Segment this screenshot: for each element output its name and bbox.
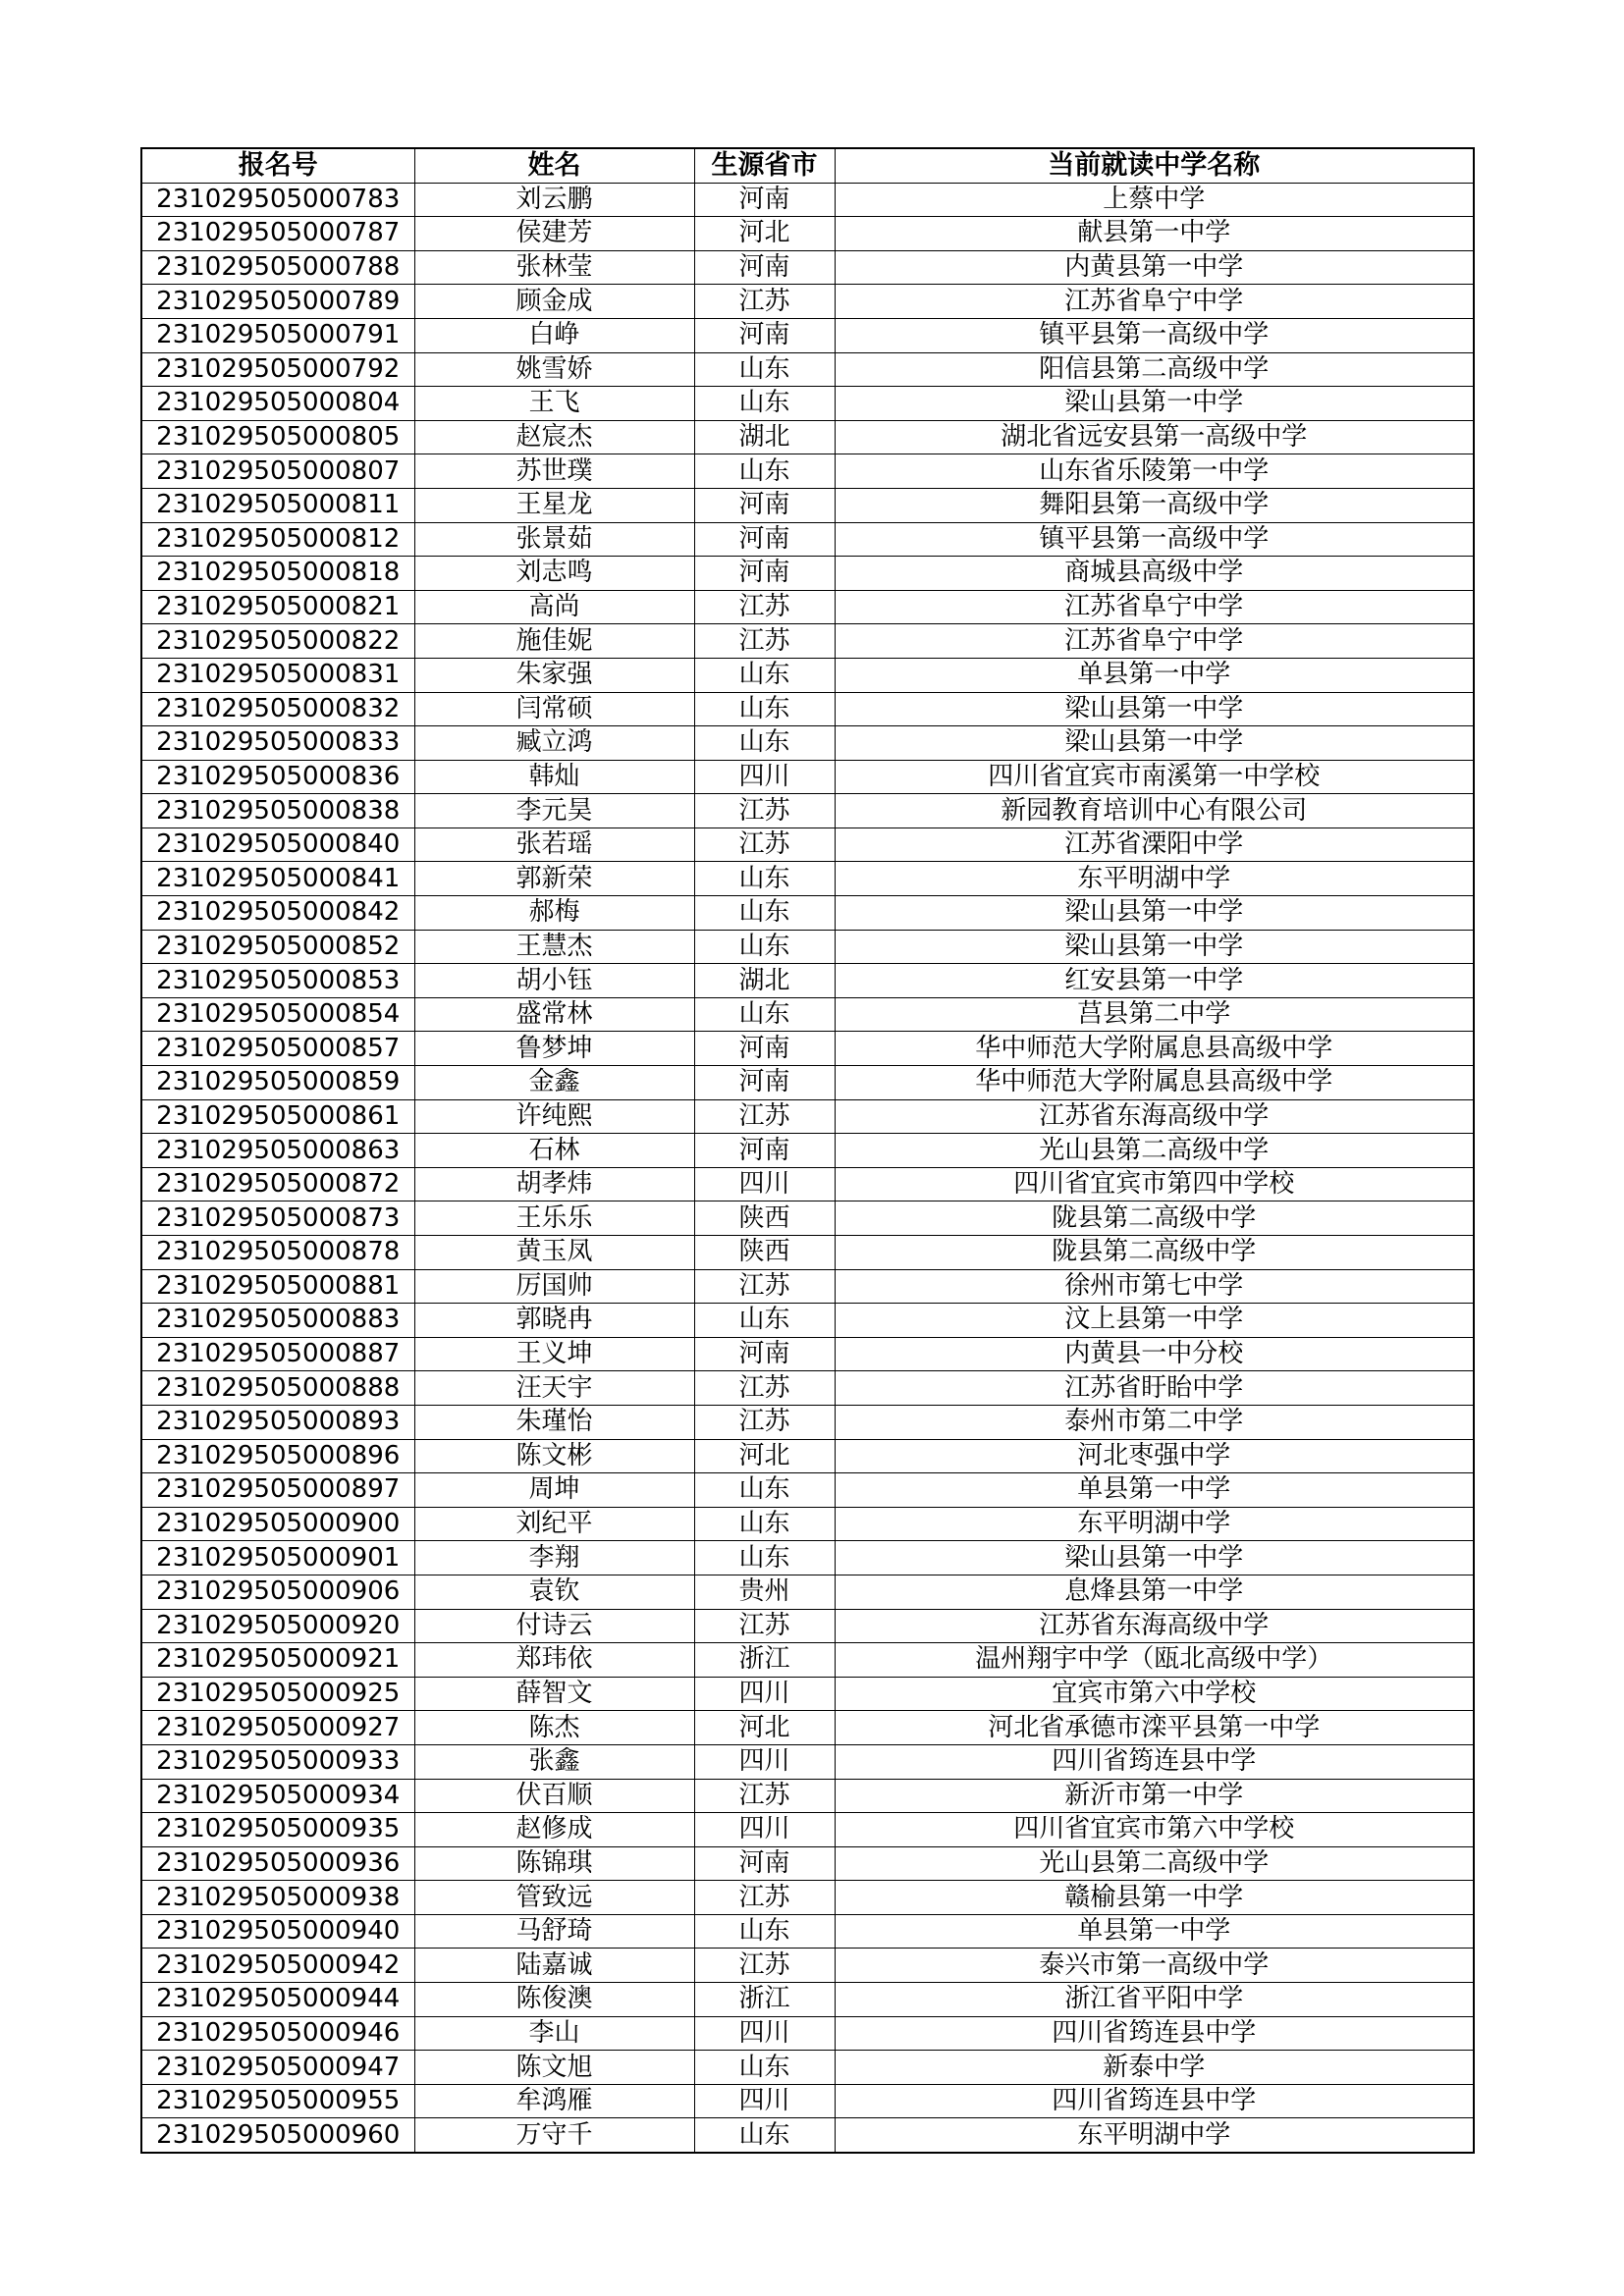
table-row (141, 590, 1474, 624)
cell-school: 新沂市第一中学 (835, 1779, 1474, 1813)
cell-name: 韩灿 (414, 760, 694, 794)
cell-registration-number: 231029505000955 (141, 2084, 414, 2118)
cell-name: 赵修成 (414, 1813, 694, 1847)
table-row (141, 454, 1474, 489)
cell-province: 江苏 (694, 1371, 835, 1406)
cell-province: 河南 (694, 488, 835, 522)
cell-school: 商城县高级中学 (835, 557, 1474, 591)
table-row (141, 1099, 1474, 1134)
cell-name: 姚雪娇 (414, 352, 694, 387)
cell-school: 东平明湖中学 (835, 1507, 1474, 1541)
cell-province: 河南 (694, 183, 835, 217)
cell-registration-number: 231029505000788 (141, 250, 414, 285)
table-row (141, 828, 1474, 862)
table-row (141, 250, 1474, 285)
cell-registration-number: 231029505000938 (141, 1881, 414, 1915)
cell-province: 河南 (694, 557, 835, 591)
cell-registration-number: 231029505000811 (141, 488, 414, 522)
cell-registration-number: 231029505000897 (141, 1473, 414, 1508)
cell-province: 山东 (694, 1304, 835, 1338)
cell-registration-number: 231029505000883 (141, 1304, 414, 1338)
cell-province: 河南 (694, 1337, 835, 1371)
cell-name: 赵宸杰 (414, 420, 694, 454)
cell-registration-number: 231029505000812 (141, 522, 414, 557)
cell-name: 郭晓冉 (414, 1304, 694, 1338)
cell-registration-number: 231029505000934 (141, 1779, 414, 1813)
cell-province: 山东 (694, 352, 835, 387)
cell-school: 东平明湖中学 (835, 2118, 1474, 2153)
cell-school: 镇平县第一高级中学 (835, 522, 1474, 557)
cell-province: 江苏 (694, 1099, 835, 1134)
cell-name: 许纯熙 (414, 1099, 694, 1134)
table-row (141, 1134, 1474, 1168)
cell-province: 湖北 (694, 964, 835, 998)
cell-name: 朱家强 (414, 658, 694, 692)
cell-name: 朱瑾怡 (414, 1405, 694, 1439)
cell-name: 周坤 (414, 1473, 694, 1508)
cell-school: 四川省宜宾市南溪第一中学校 (835, 760, 1474, 794)
table-row (141, 285, 1474, 319)
cell-school: 河北省承德市滦平县第一中学 (835, 1711, 1474, 1745)
cell-school: 四川省宜宾市第六中学校 (835, 1813, 1474, 1847)
cell-registration-number: 231029505000831 (141, 658, 414, 692)
cell-school: 温州翔宇中学（瓯北高级中学） (835, 1643, 1474, 1678)
cell-name: 顾金成 (414, 285, 694, 319)
cell-name: 闫常硕 (414, 692, 694, 726)
cell-province: 江苏 (694, 794, 835, 828)
table-row (141, 1949, 1474, 1983)
cell-school: 单县第一中学 (835, 1914, 1474, 1949)
cell-name: 王义坤 (414, 1337, 694, 1371)
header-row (141, 148, 1474, 183)
cell-name: 陆嘉诚 (414, 1949, 694, 1983)
cell-registration-number: 231029505000854 (141, 997, 414, 1032)
cell-registration-number: 231029505000791 (141, 318, 414, 352)
table-row (141, 896, 1474, 931)
cell-province: 湖北 (694, 420, 835, 454)
cell-school: 四川省筠连县中学 (835, 2084, 1474, 2118)
cell-name: 胡孝炜 (414, 1167, 694, 1201)
table-row (141, 420, 1474, 454)
table-row (141, 1439, 1474, 1473)
cell-registration-number: 231029505000927 (141, 1711, 414, 1745)
cell-school: 华中师范大学附属息县高级中学 (835, 1066, 1474, 1100)
table-row (141, 557, 1474, 591)
cell-name: 陈文彬 (414, 1439, 694, 1473)
cell-school: 新园教育培训中心有限公司 (835, 794, 1474, 828)
cell-province: 浙江 (694, 1983, 835, 2017)
table-row (141, 1813, 1474, 1847)
cell-name: 伏百顺 (414, 1779, 694, 1813)
cell-name: 金鑫 (414, 1066, 694, 1100)
cell-school: 莒县第二中学 (835, 997, 1474, 1032)
cell-school: 江苏省东海高级中学 (835, 1099, 1474, 1134)
cell-name: 陈文旭 (414, 2051, 694, 2085)
cell-name: 陈杰 (414, 1711, 694, 1745)
cell-school: 梁山县第一中学 (835, 896, 1474, 931)
cell-province: 山东 (694, 2051, 835, 2085)
table-row (141, 1371, 1474, 1406)
table-row (141, 522, 1474, 557)
cell-registration-number: 231029505000842 (141, 896, 414, 931)
cell-registration-number: 231029505000833 (141, 726, 414, 761)
cell-name: 马舒琦 (414, 1914, 694, 1949)
cell-province: 江苏 (694, 590, 835, 624)
cell-registration-number: 231029505000822 (141, 624, 414, 659)
cell-name: 刘云鹏 (414, 183, 694, 217)
registration-sheet (140, 147, 1475, 2154)
cell-province: 河南 (694, 522, 835, 557)
cell-name: 郑玮依 (414, 1643, 694, 1678)
table-row (141, 2051, 1474, 2085)
table-row (141, 1643, 1474, 1678)
header-registration-number: 报名号 (141, 148, 414, 183)
table-row (141, 1575, 1474, 1609)
cell-registration-number: 231029505000944 (141, 1983, 414, 2017)
table-row (141, 1914, 1474, 1949)
cell-school: 单县第一中学 (835, 658, 1474, 692)
cell-registration-number: 231029505000853 (141, 964, 414, 998)
table-row (141, 2084, 1474, 2118)
cell-registration-number: 231029505000935 (141, 1813, 414, 1847)
cell-school: 上蔡中学 (835, 183, 1474, 217)
cell-registration-number: 231029505000906 (141, 1575, 414, 1609)
table-row (141, 997, 1474, 1032)
cell-school: 内黄县第一中学 (835, 250, 1474, 285)
table-row (141, 387, 1474, 421)
cell-school: 红安县第一中学 (835, 964, 1474, 998)
cell-registration-number: 231029505000841 (141, 862, 414, 896)
cell-school: 梁山县第一中学 (835, 692, 1474, 726)
table-row (141, 1405, 1474, 1439)
cell-province: 山东 (694, 1473, 835, 1508)
cell-name: 臧立鸿 (414, 726, 694, 761)
cell-registration-number: 231029505000852 (141, 930, 414, 964)
cell-school: 赣榆县第一中学 (835, 1881, 1474, 1915)
cell-registration-number: 231029505000857 (141, 1032, 414, 1066)
cell-registration-number: 231029505000859 (141, 1066, 414, 1100)
table-row (141, 1236, 1474, 1270)
cell-province: 四川 (694, 2084, 835, 2118)
cell-name: 胡小钰 (414, 964, 694, 998)
cell-province: 山东 (694, 692, 835, 726)
table-row (141, 1711, 1474, 1745)
table-row (141, 1609, 1474, 1643)
cell-province: 山东 (694, 2118, 835, 2153)
table-row (141, 1846, 1474, 1881)
table-row (141, 692, 1474, 726)
table-row (141, 930, 1474, 964)
cell-name: 李翔 (414, 1541, 694, 1575)
cell-province: 四川 (694, 760, 835, 794)
cell-school: 单县第一中学 (835, 1473, 1474, 1508)
cell-name: 付诗云 (414, 1609, 694, 1643)
cell-registration-number: 231029505000936 (141, 1846, 414, 1881)
cell-province: 陕西 (694, 1236, 835, 1270)
table-body (141, 183, 1474, 2153)
cell-school: 东平明湖中学 (835, 862, 1474, 896)
cell-registration-number: 231029505000947 (141, 2051, 414, 2085)
cell-school: 光山县第二高级中学 (835, 1846, 1474, 1881)
cell-registration-number: 231029505000836 (141, 760, 414, 794)
cell-registration-number: 231029505000887 (141, 1337, 414, 1371)
table-row (141, 217, 1474, 251)
cell-registration-number: 231029505000888 (141, 1371, 414, 1406)
cell-province: 四川 (694, 2016, 835, 2051)
table-row (141, 726, 1474, 761)
cell-province: 山东 (694, 1507, 835, 1541)
cell-province: 山东 (694, 658, 835, 692)
cell-province: 江苏 (694, 1609, 835, 1643)
cell-province: 山东 (694, 1541, 835, 1575)
cell-province: 山东 (694, 1914, 835, 1949)
cell-name: 陈锦琪 (414, 1846, 694, 1881)
cell-school: 汶上县第一中学 (835, 1304, 1474, 1338)
cell-school: 江苏省阜宁中学 (835, 285, 1474, 319)
cell-school: 内黄县一中分校 (835, 1337, 1474, 1371)
cell-province: 河南 (694, 250, 835, 285)
table-row (141, 1507, 1474, 1541)
cell-province: 河南 (694, 1134, 835, 1168)
cell-province: 江苏 (694, 1949, 835, 1983)
cell-name: 厉国帅 (414, 1269, 694, 1304)
cell-registration-number: 231029505000900 (141, 1507, 414, 1541)
cell-school: 江苏省东海高级中学 (835, 1609, 1474, 1643)
cell-name: 李元昊 (414, 794, 694, 828)
cell-province: 河北 (694, 1439, 835, 1473)
cell-name: 陈俊澳 (414, 1983, 694, 2017)
table-row (141, 318, 1474, 352)
cell-name: 李山 (414, 2016, 694, 2051)
table-row (141, 1744, 1474, 1779)
cell-registration-number: 231029505000921 (141, 1643, 414, 1678)
table-row (141, 1337, 1474, 1371)
cell-registration-number: 231029505000946 (141, 2016, 414, 2051)
cell-province: 山东 (694, 387, 835, 421)
cell-province: 河北 (694, 217, 835, 251)
cell-province: 河南 (694, 1032, 835, 1066)
cell-province: 河南 (694, 1846, 835, 1881)
cell-school: 四川省筠连县中学 (835, 1744, 1474, 1779)
cell-school: 献县第一中学 (835, 217, 1474, 251)
table-row (141, 1201, 1474, 1236)
cell-name: 施佳妮 (414, 624, 694, 659)
cell-name: 石林 (414, 1134, 694, 1168)
cell-school: 泰州市第二中学 (835, 1405, 1474, 1439)
cell-name: 鲁梦坤 (414, 1032, 694, 1066)
cell-registration-number: 231029505000881 (141, 1269, 414, 1304)
cell-province: 江苏 (694, 624, 835, 659)
cell-province: 四川 (694, 1813, 835, 1847)
cell-name: 郝梅 (414, 896, 694, 931)
cell-school: 梁山县第一中学 (835, 726, 1474, 761)
cell-registration-number: 231029505000832 (141, 692, 414, 726)
table-row (141, 352, 1474, 387)
cell-registration-number: 231029505000901 (141, 1541, 414, 1575)
cell-name: 郭新荣 (414, 862, 694, 896)
cell-school: 泰兴市第一高级中学 (835, 1949, 1474, 1983)
cell-name: 盛常林 (414, 997, 694, 1032)
cell-school: 新泰中学 (835, 2051, 1474, 2085)
registration-table (140, 147, 1475, 2154)
cell-name: 薛智文 (414, 1677, 694, 1711)
cell-name: 王乐乐 (414, 1201, 694, 1236)
cell-registration-number: 231029505000787 (141, 217, 414, 251)
cell-registration-number: 231029505000873 (141, 1201, 414, 1236)
cell-registration-number: 231029505000840 (141, 828, 414, 862)
cell-registration-number: 231029505000807 (141, 454, 414, 489)
cell-registration-number: 231029505000783 (141, 183, 414, 217)
cell-school: 梁山县第一中学 (835, 1541, 1474, 1575)
cell-name: 刘纪平 (414, 1507, 694, 1541)
table-row (141, 794, 1474, 828)
table-row (141, 1066, 1474, 1100)
cell-school: 湖北省远安县第一高级中学 (835, 420, 1474, 454)
table-row (141, 658, 1474, 692)
table-row (141, 2118, 1474, 2153)
cell-registration-number: 231029505000861 (141, 1099, 414, 1134)
cell-name: 牟鸿雁 (414, 2084, 694, 2118)
cell-province: 河南 (694, 1066, 835, 1100)
cell-registration-number: 231029505000821 (141, 590, 414, 624)
table-row (141, 862, 1474, 896)
cell-registration-number: 231029505000863 (141, 1134, 414, 1168)
table-row (141, 1541, 1474, 1575)
cell-registration-number: 231029505000789 (141, 285, 414, 319)
cell-name: 王飞 (414, 387, 694, 421)
cell-province: 山东 (694, 896, 835, 931)
cell-registration-number: 231029505000872 (141, 1167, 414, 1201)
cell-province: 河南 (694, 318, 835, 352)
table-row (141, 1304, 1474, 1338)
cell-province: 山东 (694, 997, 835, 1032)
cell-school: 梁山县第一中学 (835, 387, 1474, 421)
cell-province: 江苏 (694, 1269, 835, 1304)
cell-school: 陇县第二高级中学 (835, 1201, 1474, 1236)
cell-name: 白峥 (414, 318, 694, 352)
cell-name: 张若瑶 (414, 828, 694, 862)
table-row (141, 1779, 1474, 1813)
cell-name: 袁钦 (414, 1575, 694, 1609)
cell-registration-number: 231029505000804 (141, 387, 414, 421)
cell-province: 山东 (694, 862, 835, 896)
table-row (141, 1983, 1474, 2017)
cell-registration-number: 231029505000933 (141, 1744, 414, 1779)
cell-school: 江苏省阜宁中学 (835, 624, 1474, 659)
cell-name: 黄玉凤 (414, 1236, 694, 1270)
cell-province: 山东 (694, 930, 835, 964)
cell-school: 息烽县第一中学 (835, 1575, 1474, 1609)
cell-province: 江苏 (694, 1881, 835, 1915)
cell-name: 张景茹 (414, 522, 694, 557)
cell-school: 梁山县第一中学 (835, 930, 1474, 964)
cell-school: 镇平县第一高级中学 (835, 318, 1474, 352)
cell-province: 山东 (694, 726, 835, 761)
cell-name: 汪天宇 (414, 1371, 694, 1406)
table-row (141, 488, 1474, 522)
cell-province: 四川 (694, 1167, 835, 1201)
cell-school: 宜宾市第六中学校 (835, 1677, 1474, 1711)
cell-registration-number: 231029505000792 (141, 352, 414, 387)
cell-name: 万守千 (414, 2118, 694, 2153)
cell-name: 王慧杰 (414, 930, 694, 964)
cell-school: 阳信县第二高级中学 (835, 352, 1474, 387)
cell-registration-number: 231029505000818 (141, 557, 414, 591)
cell-name: 高尚 (414, 590, 694, 624)
cell-registration-number: 231029505000878 (141, 1236, 414, 1270)
cell-name: 王星龙 (414, 488, 694, 522)
cell-province: 河北 (694, 1711, 835, 1745)
cell-name: 张林莹 (414, 250, 694, 285)
cell-registration-number: 231029505000838 (141, 794, 414, 828)
header-school: 当前就读中学名称 (835, 148, 1474, 183)
cell-school: 徐州市第七中学 (835, 1269, 1474, 1304)
cell-school: 陇县第二高级中学 (835, 1236, 1474, 1270)
cell-province: 贵州 (694, 1575, 835, 1609)
cell-name: 张鑫 (414, 1744, 694, 1779)
cell-school: 浙江省平阳中学 (835, 1983, 1474, 2017)
cell-school: 江苏省阜宁中学 (835, 590, 1474, 624)
table-row (141, 1473, 1474, 1508)
table-row (141, 1167, 1474, 1201)
cell-registration-number: 231029505000896 (141, 1439, 414, 1473)
cell-school: 江苏省溧阳中学 (835, 828, 1474, 862)
cell-name: 刘志鸣 (414, 557, 694, 591)
table-row (141, 1032, 1474, 1066)
cell-school: 光山县第二高级中学 (835, 1134, 1474, 1168)
table-row (141, 1881, 1474, 1915)
table-row (141, 2016, 1474, 2051)
table-row (141, 183, 1474, 217)
cell-registration-number: 231029505000940 (141, 1914, 414, 1949)
cell-school: 四川省宜宾市第四中学校 (835, 1167, 1474, 1201)
cell-province: 江苏 (694, 285, 835, 319)
cell-province: 四川 (694, 1744, 835, 1779)
cell-name: 苏世璞 (414, 454, 694, 489)
header-province: 生源省市 (694, 148, 835, 183)
cell-name: 管致远 (414, 1881, 694, 1915)
cell-school: 山东省乐陵第一中学 (835, 454, 1474, 489)
table-row (141, 964, 1474, 998)
header-name: 姓名 (414, 148, 694, 183)
cell-name: 侯建芳 (414, 217, 694, 251)
cell-school: 华中师范大学附属息县高级中学 (835, 1032, 1474, 1066)
cell-registration-number: 231029505000920 (141, 1609, 414, 1643)
cell-registration-number: 231029505000960 (141, 2118, 414, 2153)
cell-registration-number: 231029505000925 (141, 1677, 414, 1711)
cell-school: 河北枣强中学 (835, 1439, 1474, 1473)
table-row (141, 624, 1474, 659)
cell-registration-number: 231029505000893 (141, 1405, 414, 1439)
cell-province: 山东 (694, 454, 835, 489)
cell-registration-number: 231029505000942 (141, 1949, 414, 1983)
table-row (141, 760, 1474, 794)
cell-school: 四川省筠连县中学 (835, 2016, 1474, 2051)
cell-school: 舞阳县第一高级中学 (835, 488, 1474, 522)
cell-province: 浙江 (694, 1643, 835, 1678)
cell-registration-number: 231029505000805 (141, 420, 414, 454)
cell-school: 江苏省盱眙中学 (835, 1371, 1474, 1406)
cell-province: 江苏 (694, 828, 835, 862)
cell-province: 四川 (694, 1677, 835, 1711)
table-row (141, 1269, 1474, 1304)
cell-province: 陕西 (694, 1201, 835, 1236)
cell-province: 江苏 (694, 1405, 835, 1439)
table-row (141, 1677, 1474, 1711)
cell-province: 江苏 (694, 1779, 835, 1813)
